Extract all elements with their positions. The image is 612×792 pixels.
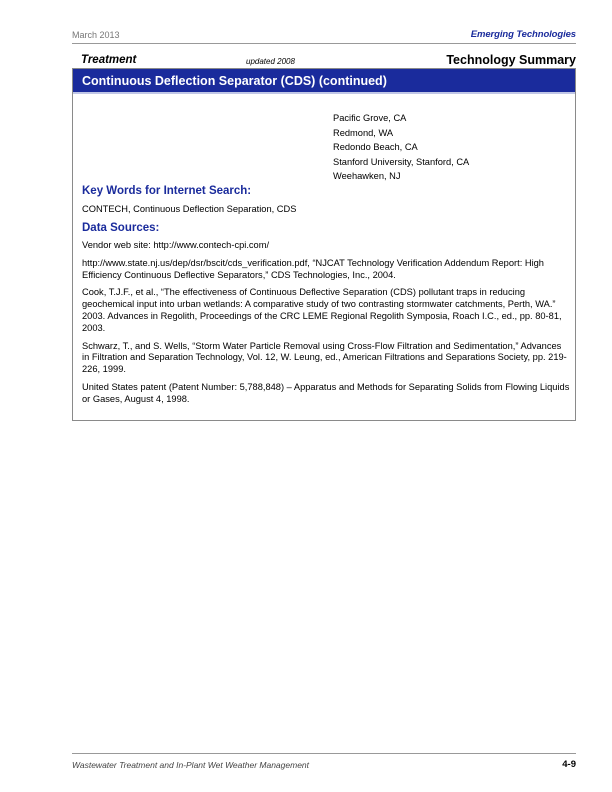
header-section-title: Emerging Technologies xyxy=(470,29,576,40)
location-item: Stanford University, Stanford, CA xyxy=(333,156,470,167)
location-item: Redondo Beach, CA xyxy=(333,142,418,153)
location-item: Pacific Grove, CA xyxy=(333,113,407,123)
data-sources-list xyxy=(82,240,570,412)
data-sources-heading: Data Sources: xyxy=(82,222,160,234)
header-divider xyxy=(72,43,576,44)
footer-title: Wastewater Treatment and In-Plant Wet Weather Management xyxy=(72,760,310,770)
header-date: March 2013 xyxy=(72,30,120,40)
location-list xyxy=(333,111,469,184)
title-bar xyxy=(73,69,575,94)
summary-label: Technology Summary xyxy=(446,53,576,67)
source-item: Cook, T.J.F., et al., “The effectiveness of Continuous Deflective Separation (CDS) pollutant traps in reducing geochemical input into urban wetlands: A comparative study of two contrasting stormwater catchments, Perth, WA.” 2003. Advances in Regolith, Proceedings of the CRC LEME Regional Regolith Symposia, Roach I.C., ed., pp. 80-81, 2003. xyxy=(82,287,562,333)
location-item: Redmond, WA xyxy=(333,127,394,138)
page-number: 4-9 xyxy=(562,759,576,770)
category-label: Treatment xyxy=(81,54,137,66)
source-item: Vendor web site: http://www.contech-cpi.com/ xyxy=(82,240,270,250)
source-item: United States patent (Patent Number: 5,788,848) – Apparatus and Methods for Separating Solids from Flowing Liquids or Gases, August 4, 1998. xyxy=(82,381,570,404)
source-item: Schwarz, T., and S. Wells, “Storm Water Particle Removal using Cross-Flow Filtration and Sedimentation,” Advances in Filtration and Separation Technology, Vol. 12, W. Leung, ed., American Filtrations and Separations Society, pp. 219-226, 1999. xyxy=(82,340,567,375)
page-title: Continuous Deflection Separator (CDS) (continued) xyxy=(82,74,387,88)
technology-summary-box xyxy=(72,68,576,421)
keywords-heading: Key Words for Internet Search: xyxy=(82,185,252,197)
updated-label: updated 2008 xyxy=(246,57,295,66)
source-item: http://www.state.nj.us/dep/dsr/bscit/cds_verification.pdf, “NJCAT Technology Verification Addendum Report: High Efficiency Continuous Deflective Separators,” CDS Technologies, Inc., 2004. xyxy=(82,257,544,280)
keywords-text: CONTECH, Continuous Deflection Separation, CDS xyxy=(82,204,297,214)
location-item: Weehawken, NJ xyxy=(333,171,401,182)
footer-divider xyxy=(72,753,576,754)
